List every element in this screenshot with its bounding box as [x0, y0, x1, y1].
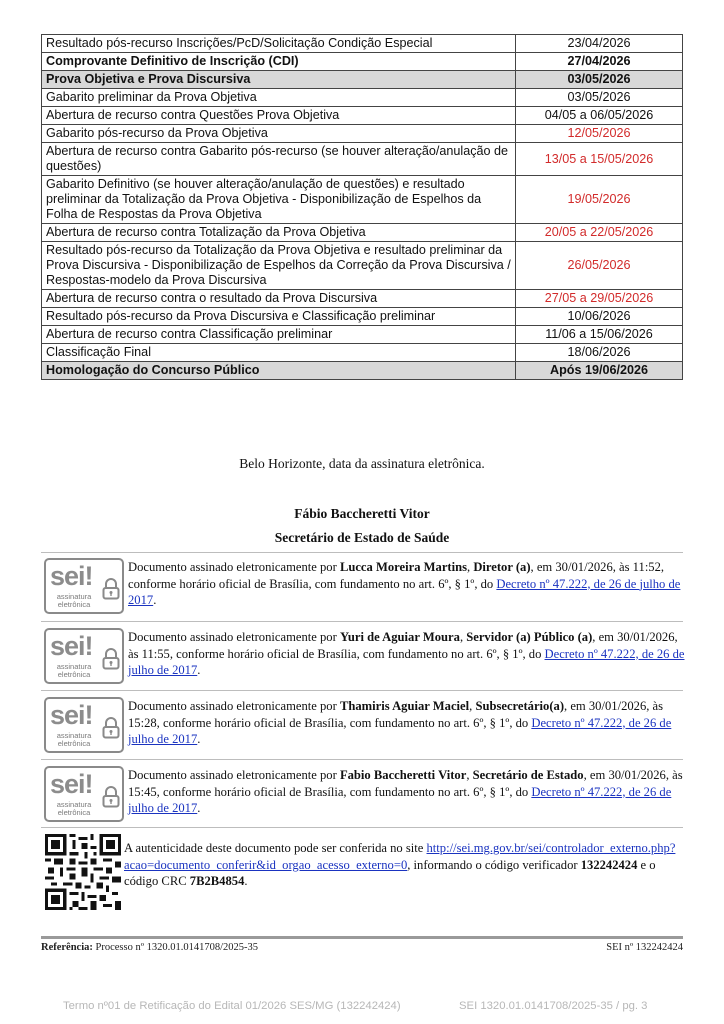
event-cell: Homologação do Concurso Público — [42, 362, 516, 380]
signer-role: Subsecretário(a) — [475, 699, 565, 713]
signature-row — [41, 764, 683, 826]
event-cell: Gabarito Definitivo (se houver alteração/anulação de questões) e resultado preliminar da Totalização da Prova Objetiva - Disponibilização de Espelhos da Folha de Respostas da Prova Objetiva — [42, 176, 516, 224]
event-cell: Gabarito pós-recurso da Prova Objetiva — [42, 125, 516, 143]
signer-role: Servidor (a) Público (a) — [466, 630, 593, 644]
divider — [41, 690, 683, 691]
signer-role: Diretor (a) — [473, 560, 531, 574]
table-row — [42, 308, 683, 326]
signer-name: Thamiris Aguiar Maciel — [339, 699, 470, 713]
date-cell: 11/06 a 15/06/2026 — [516, 326, 683, 344]
verification-link[interactable]: http://sei.mg.gov.br/sei/controlador_externo.php?acao=documento_conferir&id_orgao_acesso_externo=0 — [124, 841, 676, 872]
sei-logo-text: sei! — [50, 561, 93, 591]
sei-seal-icon — [44, 628, 124, 684]
table-row — [42, 89, 683, 107]
sei-seal-caption: assinatura eletrônica — [56, 592, 92, 609]
sei-seal-caption: assinatura eletrônica — [56, 800, 92, 817]
event-cell: Prova Objetiva e Prova Discursiva — [42, 71, 516, 89]
authenticity-block — [41, 832, 683, 912]
signature-row — [41, 626, 683, 688]
table-row — [42, 143, 683, 176]
signer-name: Fábio Baccheretti Vitor — [294, 506, 430, 521]
table-row — [42, 290, 683, 308]
schedule-table — [41, 34, 683, 380]
table-row — [42, 71, 683, 89]
event-cell: Abertura de recurso contra Gabarito pós-recurso (se houver alteração/anulação de questões) — [42, 143, 516, 176]
verifier-code: 132242424 — [580, 857, 638, 872]
table-row — [42, 176, 683, 224]
table-row — [42, 107, 683, 125]
signature-row — [41, 556, 683, 618]
sei-seal-icon — [44, 766, 124, 822]
crc-code: 7B2B4854 — [189, 874, 245, 888]
date-cell: 03/05/2026 — [516, 71, 683, 89]
date-cell: 20/05 a 22/05/2026 — [516, 224, 683, 242]
date-cell: 26/05/2026 — [516, 242, 683, 290]
date-cell: 23/04/2026 — [516, 35, 683, 53]
sei-seal-icon — [44, 558, 124, 614]
date-cell: Após 19/06/2026 — [516, 362, 683, 380]
table-row — [42, 242, 683, 290]
signature-text: Documento assinado eletronicamente por Yuri de Aguiar Moura, Servidor (a) Público (a), em 30/01/2026, às 11:55, conforme horário oficial de Brasília, com fundamento no art. 6º, § 1º, do Decreto nº 47.222, de 26 de julho de 2017. — [128, 630, 685, 677]
date-cell: 19/05/2026 — [516, 176, 683, 224]
sei-seal-caption: assinatura eletrônica — [56, 731, 92, 748]
lock-icon — [102, 786, 120, 808]
signer-role: Secretário de Estado de Saúde — [274, 530, 450, 545]
page-number-footer: SEI 1320.01.0141708/2025-35 / pg. 3 — [459, 1000, 648, 1012]
event-cell: Classificação Final — [42, 344, 516, 362]
table-row — [42, 53, 683, 71]
signer-role: Secretário de Estado — [472, 768, 584, 782]
event-cell: Resultado pós-recurso da Prova Discursiva e Classificação preliminar — [42, 308, 516, 326]
date-cell: 27/05 a 29/05/2026 — [516, 290, 683, 308]
event-cell: Abertura de recurso contra o resultado da Prova Discursiva — [42, 290, 516, 308]
signature-text: Documento assinado eletronicamente por Thamiris Aguiar Maciel, Subsecretário(a), em 30/01/2026, às 15:28, conforme horário oficial de Brasília, com fundamento no art. 6º, § 1º, do Decreto nº 47.222, de 26 de julho de 2017. — [128, 699, 672, 746]
date-cell: 04/05 a 06/05/2026 — [516, 107, 683, 125]
signer-name: Yuri de Aguiar Moura — [339, 630, 460, 644]
decree-link[interactable]: Decreto nº 47.222, de 26 de julho de 2017 — [128, 784, 672, 815]
event-cell: Resultado pós-recurso da Totalização da Prova Objetiva e resultado preliminar da Prova Discursiva - Disponibilização de Espelhos da Correção da Prova Discursiva / Respostas-modelo da Prova Discursiva — [42, 242, 516, 290]
lock-icon — [102, 648, 120, 670]
table-row — [42, 326, 683, 344]
decree-link[interactable]: Decreto nº 47.222, de 26 de julho de 2017 — [128, 715, 672, 746]
event-cell: Comprovante Definitivo de Inscrição (CDI) — [42, 53, 516, 71]
qr-code-icon — [45, 834, 121, 910]
divider — [41, 759, 683, 760]
date-cell: 13/05 a 15/05/2026 — [516, 143, 683, 176]
process-number: Processo nº 1320.01.0141708/2025-35 — [92, 942, 259, 953]
date-cell: 03/05/2026 — [516, 89, 683, 107]
event-cell: Gabarito preliminar da Prova Objetiva — [42, 89, 516, 107]
sei-seal-icon — [44, 697, 124, 753]
lock-icon — [102, 578, 120, 600]
authenticity-text: A autenticidade deste documento pode ser conferida no site http://sei.mg.gov.br/sei/controlador_externo.php?acao=documento_conferir&id_orgao_acesso_externo=0, informando o código verificador 132242424 e o código CRC 7B2B4854. — [124, 841, 676, 888]
signature-row — [41, 695, 683, 757]
date-cell: 10/06/2026 — [516, 308, 683, 326]
sei-logo-text: sei! — [50, 631, 93, 661]
table-row — [42, 224, 683, 242]
sei-number: SEI nº 132242424 — [606, 942, 683, 953]
sei-logo-text: sei! — [50, 700, 93, 730]
signer-name: Fabio Baccheretti Vitor — [339, 768, 467, 782]
table-row — [42, 125, 683, 143]
reference-line — [41, 942, 683, 953]
divider — [41, 827, 683, 828]
divider — [41, 552, 683, 553]
sei-seal-caption: assinatura eletrônica — [56, 662, 92, 679]
table-row — [42, 362, 683, 380]
date-cell: 18/06/2026 — [516, 344, 683, 362]
signature-text: Documento assinado eletronicamente por Fabio Baccheretti Vitor, Secretário de Estado, em 30/01/2026, às 15:45, conforme horário oficial de Brasília, com fundamento no art. 6º, § 1º, do Decreto nº 47.222, de 26 de julho de 2017. — [128, 768, 683, 815]
signature-text: Documento assinado eletronicamente por Lucca Moreira Martins, Diretor (a), em 30/01/2026, às 11:52, conforme horário oficial de Brasília, com fundamento no art. 6º, § 1º, do Decreto nº 47.222, de 26 de julho de 2017. — [128, 560, 681, 607]
table-row — [42, 344, 683, 362]
lock-icon — [102, 717, 120, 739]
decree-link[interactable]: Decreto nº 47.222, de 26 de julho de 2017 — [128, 576, 681, 607]
reference-divider — [41, 936, 683, 939]
signer-name: Lucca Moreira Martins — [339, 560, 468, 574]
event-cell: Abertura de recurso contra Totalização da Prova Objetiva — [42, 224, 516, 242]
decree-link[interactable]: Decreto nº 47.222, de 26 de julho de 2017 — [128, 646, 685, 677]
sei-logo-text: sei! — [50, 769, 93, 799]
divider — [41, 621, 683, 622]
event-cell: Resultado pós-recurso Inscrições/PcD/Solicitação Condição Especial — [42, 35, 516, 53]
date-cell: 12/05/2026 — [516, 125, 683, 143]
date-cell: 27/04/2026 — [516, 53, 683, 71]
event-cell: Abertura de recurso contra Classificação preliminar — [42, 326, 516, 344]
reference-label: Referência: — [41, 942, 93, 953]
document-title-footer: Termo nº01 de Retificação do Edital 01/2026 SES/MG (132242424) — [63, 1000, 401, 1012]
place-date-line: Belo Horizonte, data da assinatura eletrônica. — [239, 456, 485, 471]
event-cell: Abertura de recurso contra Questões Prova Objetiva — [42, 107, 516, 125]
table-row — [42, 35, 683, 53]
